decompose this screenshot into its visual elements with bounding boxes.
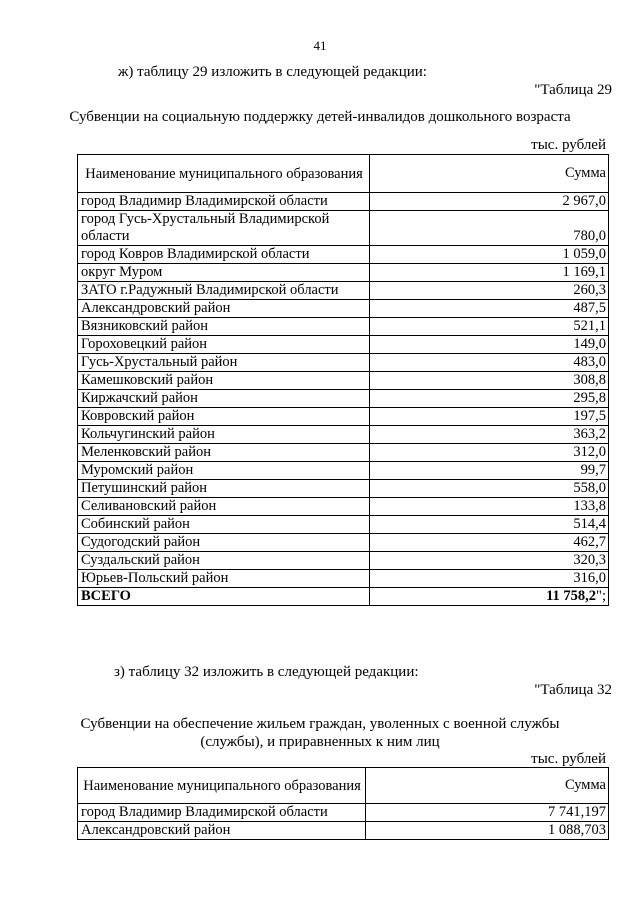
table-29-row bbox=[78, 193, 609, 211]
table-29-row bbox=[78, 264, 609, 282]
section-z-unit: тыс. рублей bbox=[531, 751, 606, 767]
table-29-row-amount: 320,3 bbox=[370, 552, 609, 570]
table-29-row-amount: 521,1 bbox=[370, 318, 609, 336]
table-29-row bbox=[78, 534, 609, 552]
table-29-row bbox=[78, 444, 609, 462]
table-29-row-amount: 487,5 bbox=[370, 300, 609, 318]
table-29-header-amount: Сумма bbox=[370, 155, 609, 193]
table-29-total-label: ВСЕГО bbox=[78, 588, 370, 606]
table-29-row-name: округ Муром bbox=[78, 264, 370, 282]
table-32-row bbox=[78, 822, 609, 840]
table-29-row bbox=[78, 462, 609, 480]
section-zh-unit: тыс. рублей bbox=[531, 137, 606, 153]
table-29-row bbox=[78, 570, 609, 588]
table-29-row bbox=[78, 516, 609, 534]
table-32-row-amount: 7 741,197 bbox=[366, 804, 609, 822]
table-29-row bbox=[78, 408, 609, 426]
table-29-row bbox=[78, 426, 609, 444]
table-29-header-row bbox=[78, 155, 609, 193]
table-32-row-name: Александровский район bbox=[78, 822, 366, 840]
table-29-row-amount: 295,8 bbox=[370, 390, 609, 408]
table-29-row-name: Ковровский район bbox=[78, 408, 370, 426]
table-29-row bbox=[78, 246, 609, 264]
page-number: 41 bbox=[313, 38, 327, 53]
table-29-row-name: Суздальский район bbox=[78, 552, 370, 570]
table-29 bbox=[77, 154, 609, 606]
table-29-row-amount: 197,5 bbox=[370, 408, 609, 426]
table-29-row-amount: 99,7 bbox=[370, 462, 609, 480]
table-32-row-name: город Владимир Владимирской области bbox=[78, 804, 366, 822]
table-29-row bbox=[78, 390, 609, 408]
table-32-header-row bbox=[78, 768, 609, 804]
table-29-closing-quote: "; bbox=[596, 588, 606, 604]
section-z-intro: з) таблицу 32 изложить в следующей редакции: bbox=[114, 664, 419, 680]
section-zh-intro: ж) таблицу 29 изложить в следующей редакции: bbox=[118, 64, 427, 80]
table-29-row bbox=[78, 354, 609, 372]
table-29-row-name: Гороховецкий район bbox=[78, 336, 370, 354]
table-29-row-name: Собинский район bbox=[78, 516, 370, 534]
table-29-row bbox=[78, 336, 609, 354]
table-29-row-amount: 514,4 bbox=[370, 516, 609, 534]
table-29-row-amount: 462,7 bbox=[370, 534, 609, 552]
section-z-title-line1: Субвенции на обеспечение жильем граждан, уволенных с военной службы bbox=[80, 716, 560, 732]
table-29-row-name: Вязниковский район bbox=[78, 318, 370, 336]
table-29-row-name: город Владимир Владимирской области bbox=[78, 193, 370, 211]
table-29-row-amount: 2 967,0 bbox=[370, 193, 609, 211]
table-29-row-amount: 149,0 bbox=[370, 336, 609, 354]
table-29-row bbox=[78, 498, 609, 516]
table-29-row-name: Меленковский район bbox=[78, 444, 370, 462]
table-32-row bbox=[78, 804, 609, 822]
table-29-row bbox=[78, 552, 609, 570]
table-29-row-amount: 260,3 bbox=[370, 282, 609, 300]
table-32-header-name: Наименование муниципального образования bbox=[78, 768, 366, 804]
table-29-row-amount: 1 169,1 bbox=[370, 264, 609, 282]
table-29-header-name: Наименование муниципального образования bbox=[78, 155, 370, 193]
table-29-total-cell bbox=[370, 588, 609, 606]
table-29-row-amount: 558,0 bbox=[370, 480, 609, 498]
section-zh-table-label: "Таблица 29 bbox=[534, 82, 612, 98]
table-29-row-name: город Гусь-Хрустальный Владимирской области bbox=[78, 211, 370, 246]
table-29-row-amount: 780,0 bbox=[370, 211, 609, 246]
table-29-row-amount: 308,8 bbox=[370, 372, 609, 390]
table-29-row-name: город Ковров Владимирской области bbox=[78, 246, 370, 264]
table-29-row bbox=[78, 211, 609, 246]
section-zh-title: Субвенции на социальную поддержку детей-инвалидов дошкольного возраста bbox=[69, 109, 571, 125]
table-29-row-amount: 133,8 bbox=[370, 498, 609, 516]
table-29-row-amount: 312,0 bbox=[370, 444, 609, 462]
table-29-row-name: Юрьев-Польский район bbox=[78, 570, 370, 588]
table-29-row bbox=[78, 372, 609, 390]
table-32-header-amount: Сумма bbox=[366, 768, 609, 804]
table-29-row-name: Петушинский район bbox=[78, 480, 370, 498]
table-29-row-name: Муромский район bbox=[78, 462, 370, 480]
table-29-total-amount: 11 758,2 bbox=[546, 588, 597, 604]
table-29-row bbox=[78, 282, 609, 300]
table-29-row-name: Селивановский район bbox=[78, 498, 370, 516]
table-29-row-name: Александровский район bbox=[78, 300, 370, 318]
table-29-row-name: ЗАТО г.Радужный Владимирской области bbox=[78, 282, 370, 300]
table-29-row-name: Судогодский район bbox=[78, 534, 370, 552]
table-29-row-name: Камешковский район bbox=[78, 372, 370, 390]
table-29-row-amount: 316,0 bbox=[370, 570, 609, 588]
table-32-row-amount: 1 088,703 bbox=[366, 822, 609, 840]
table-29-row bbox=[78, 480, 609, 498]
section-z-table-label: "Таблица 32 bbox=[534, 682, 612, 698]
table-29-row-amount: 483,0 bbox=[370, 354, 609, 372]
table-29-row-amount: 363,2 bbox=[370, 426, 609, 444]
table-29-row-name: Кольчугинский район bbox=[78, 426, 370, 444]
table-32 bbox=[77, 767, 609, 840]
section-z-title-line2: (службы), и приравненных к ним лиц bbox=[200, 734, 440, 750]
table-29-row bbox=[78, 300, 609, 318]
table-29-row bbox=[78, 318, 609, 336]
table-29-row-amount: 1 059,0 bbox=[370, 246, 609, 264]
table-29-total-row bbox=[78, 588, 609, 606]
table-29-row-name: Гусь-Хрустальный район bbox=[78, 354, 370, 372]
table-29-row-name: Киржачский район bbox=[78, 390, 370, 408]
